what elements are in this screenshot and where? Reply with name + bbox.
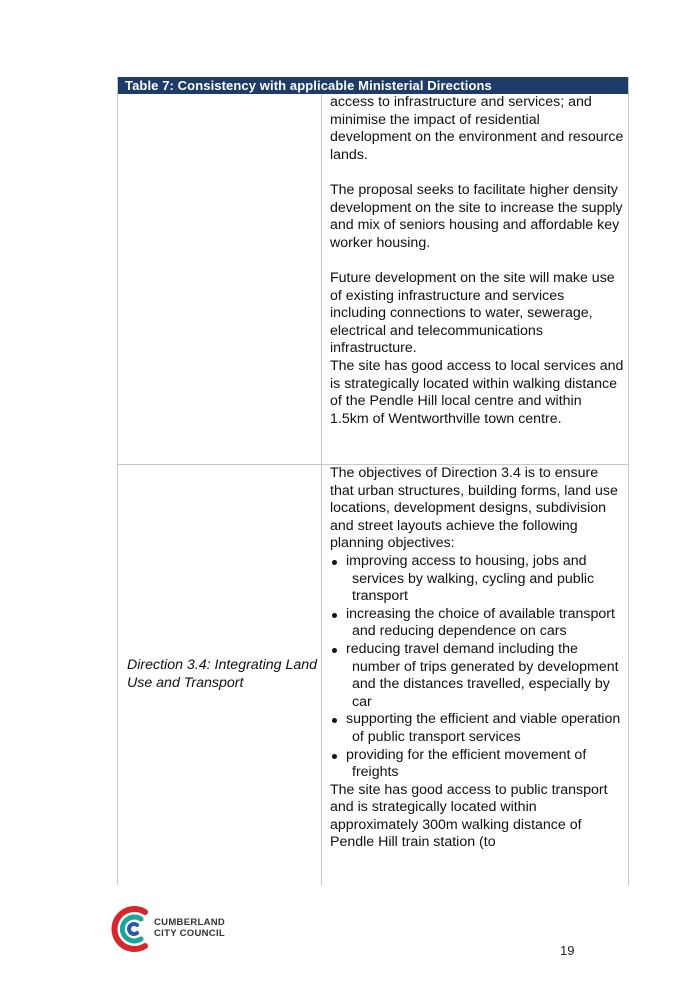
bullet-icon <box>332 648 337 653</box>
direction-cell <box>118 94 322 464</box>
bullet-icon <box>332 754 337 759</box>
cumberland-logo <box>111 904 241 954</box>
paragraph: The objectives of Direction 3.4 is to ensure that urban structures, building forms, land use locations, development designs, subdivision and street layouts achieve the following planning objectives: <box>330 465 618 552</box>
list-item: reducing travel demand including the number of trips generated by development and the distances travelled, especially by car <box>330 641 624 711</box>
paragraph: The site has good access to local services and is strategically located within walking distance of the Pendle Hill local centre and within 1.5km of Wentworthville town centre. <box>330 357 624 427</box>
council-logo-icon <box>111 904 155 954</box>
table-row <box>118 94 628 465</box>
paragraph: The site has good access to public transport and is strategically located within approximately 300m walking distance of Pendle Hill train station (to <box>330 781 608 851</box>
table-header: Table 7: Consistency with applicable Ministerial Directions <box>118 77 628 94</box>
list-item: providing for the efficient movement of freights <box>330 747 624 782</box>
list-item: supporting the efficient and viable operation of public transport services <box>330 711 624 746</box>
table-row <box>118 465 628 885</box>
ministerial-directions-table <box>117 77 629 885</box>
paragraph: The proposal seeks to facilitate higher density development on the site to increase the supply and mix of seniors housing and affordable key worker housing. <box>330 181 623 251</box>
objectives-list <box>330 553 624 782</box>
list-item: increasing the choice of available transport and reducing dependence on cars <box>330 606 624 641</box>
consistency-cell <box>322 94 628 464</box>
list-item: improving access to housing, jobs and services by walking, cycling and public transport <box>330 553 624 606</box>
consistency-cell <box>322 465 628 885</box>
direction-cell: Direction 3.4: Integrating Land Use and Transport <box>118 465 322 885</box>
bullet-icon <box>332 560 337 565</box>
page-number: 19 <box>560 943 575 958</box>
paragraph: Future development on the site will make use of existing infrastructure and services including connections to water, sewerage, electrical and telecommunications infrastructure. <box>330 269 615 357</box>
bullet-icon <box>332 718 337 723</box>
logo-text: CUMBERLAND CITY COUNCIL <box>154 917 226 939</box>
paragraph: access to infrastructure and services; and minimise the impact of residential development on the environment and resource lands. <box>330 94 624 163</box>
bullet-icon <box>332 613 337 618</box>
